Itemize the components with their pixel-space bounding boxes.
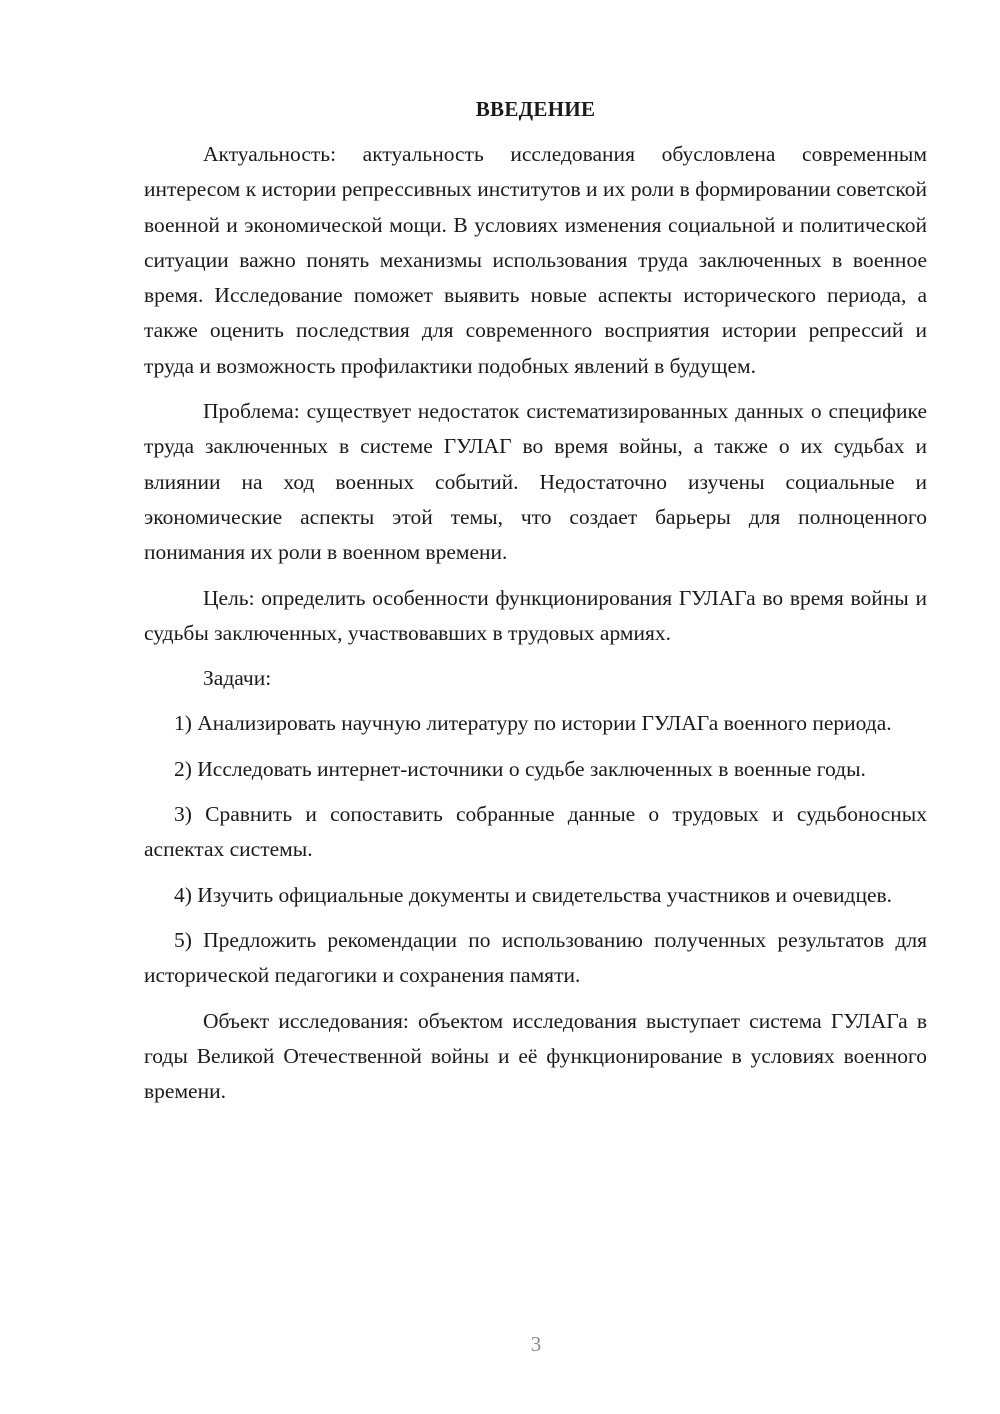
page-body xyxy=(144,92,927,1109)
task-item: 3) Сравнить и сопоставить собранные данные о трудовых и судьбоносных аспектах системы. xyxy=(144,802,927,862)
task-item: 5) Предложить рекомендации по использованию полученных результатов для исторической педагогики и сохранения памяти. xyxy=(144,927,927,988)
page-number: 3 xyxy=(530,1332,542,1356)
problem-paragraph: Проблема: существует недостаток систематизированных данных о специфике труда заключенных в системе ГУЛАГ во время войны, а также о их судьбах и влиянии на ход военных событий. Недостаточно изучены социальные и экономические аспекты этой темы, что создает барьеры для полноценного понимания их роли в военном времени. xyxy=(144,399,927,565)
task-item: 1) Анализировать научную литературу по истории ГУЛАГа военного периода. xyxy=(174,711,892,736)
task-item: 4) Изучить официальные документы и свидетельства участников и очевидцев. xyxy=(174,882,893,907)
tasks-heading: Задачи: xyxy=(203,666,272,691)
object-paragraph: Объект исследования: объектом исследования выступает система ГУЛАГа в годы Великой Отечественной войны и её функционирование в условиях военного времени. xyxy=(144,1008,927,1104)
goal-paragraph: Цель: определить особенности функционирования ГУЛАГа во время войны и судьбы заключенных, участвовавших в трудовых армиях. xyxy=(144,585,927,645)
section-title: ВВЕДЕНИЕ xyxy=(475,97,596,121)
task-item: 2) Исследовать интернет-источники о судьбе заключенных в военные годы. xyxy=(174,756,866,781)
relevance-paragraph: Актуальность: актуальность исследования обусловлена современным интересом к истории репрессивных институтов и их роли в формировании советской военной и экономической мощи. В условиях изменения социальной и политической ситуации важно понять механизмы использования труда заключенных в военное время. Исследование поможет выявить новые аспекты исторического периода, а также оценить последствия для современного восприятия истории репрессий и труда и возможность профилактики подобных явлений в будущем. xyxy=(144,142,927,378)
